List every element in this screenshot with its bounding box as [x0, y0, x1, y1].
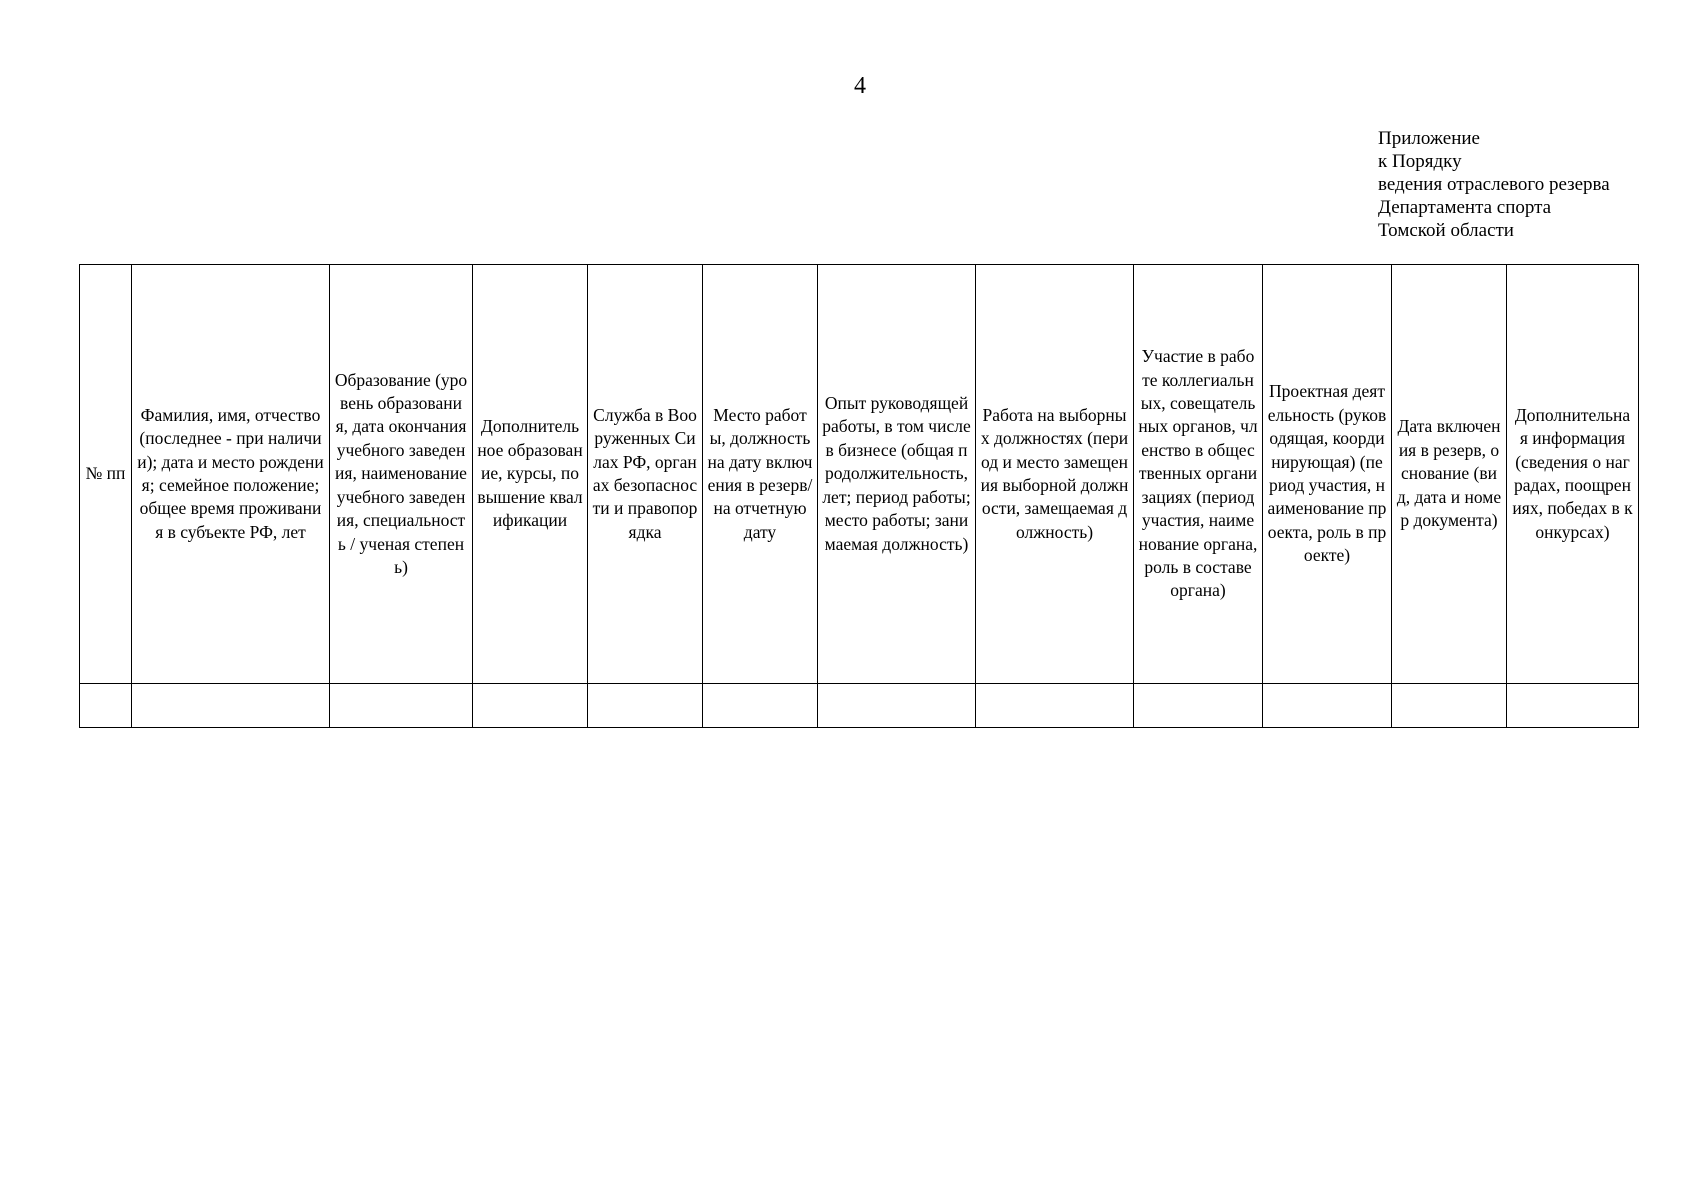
header-full-name: Фамилия, имя, отчество (последнее - при наличии); дата и место рождения; семейное положение; общее время проживания в субъекте РФ, лет	[132, 265, 330, 684]
table-cell	[473, 684, 588, 728]
header-workplace: Место работы, должность на дату включения в резерв/ на отчетную дату	[703, 265, 818, 684]
appendix-line: Приложение	[1378, 128, 1480, 149]
header-elected-positions: Работа на выборных должностях (период и место замещения выборной должности, замещаемая должность)	[976, 265, 1134, 684]
table-cell	[1507, 684, 1639, 728]
header-collegial-bodies: Участие в работе коллегиальных, совещательных органов, членство в общественных организациях (период участия, наименование органа, роль в составе органа)	[1134, 265, 1263, 684]
header-additional-education: Дополнительное образование, курсы, повышение квалификации	[473, 265, 588, 684]
table-cell	[132, 684, 330, 728]
header-number: № пп	[80, 265, 132, 684]
table-cell	[976, 684, 1134, 728]
reserve-table	[79, 264, 1639, 728]
appendix-line: Департамента спорта	[1378, 197, 1552, 218]
table-cell	[818, 684, 976, 728]
table-cell	[703, 684, 818, 728]
table-row	[80, 684, 1639, 728]
appendix-reference	[1378, 127, 1610, 242]
table-header-row	[80, 265, 1639, 684]
header-inclusion-date: Дата включения в резерв, основание (вид, дата и номер документа)	[1392, 265, 1507, 684]
table-cell	[588, 684, 703, 728]
table-cell	[80, 684, 132, 728]
table-cell	[330, 684, 473, 728]
table-cell	[1392, 684, 1507, 728]
appendix-line: к Порядку	[1378, 151, 1462, 172]
header-additional-info: Дополнительная информация (сведения о наградах, поощрениях, победах в конкурсах)	[1507, 265, 1639, 684]
table-cell	[1134, 684, 1263, 728]
appendix-line: ведения отраслевого резерва	[1378, 174, 1610, 195]
header-military-service: Служба в Вооруженных Силах РФ, органах безопасности и правопорядка	[588, 265, 703, 684]
appendix-line: Томской области	[1378, 220, 1514, 241]
header-project-activity: Проектная деятельность (руководящая, координирующая) (период участия, наименование проекта, роль в проекте)	[1263, 265, 1392, 684]
table-cell	[1263, 684, 1392, 728]
header-education: Образование (уровень образования, дата окончания учебного заведения, наименование учебного заведения, специальность / ученая степень)	[330, 265, 473, 684]
header-management-experience: Опыт руководящей работы, в том числе в бизнесе (общая продолжительность, лет; период работы; место работы; занимаемая должность)	[818, 265, 976, 684]
page-number: 4	[854, 73, 866, 99]
